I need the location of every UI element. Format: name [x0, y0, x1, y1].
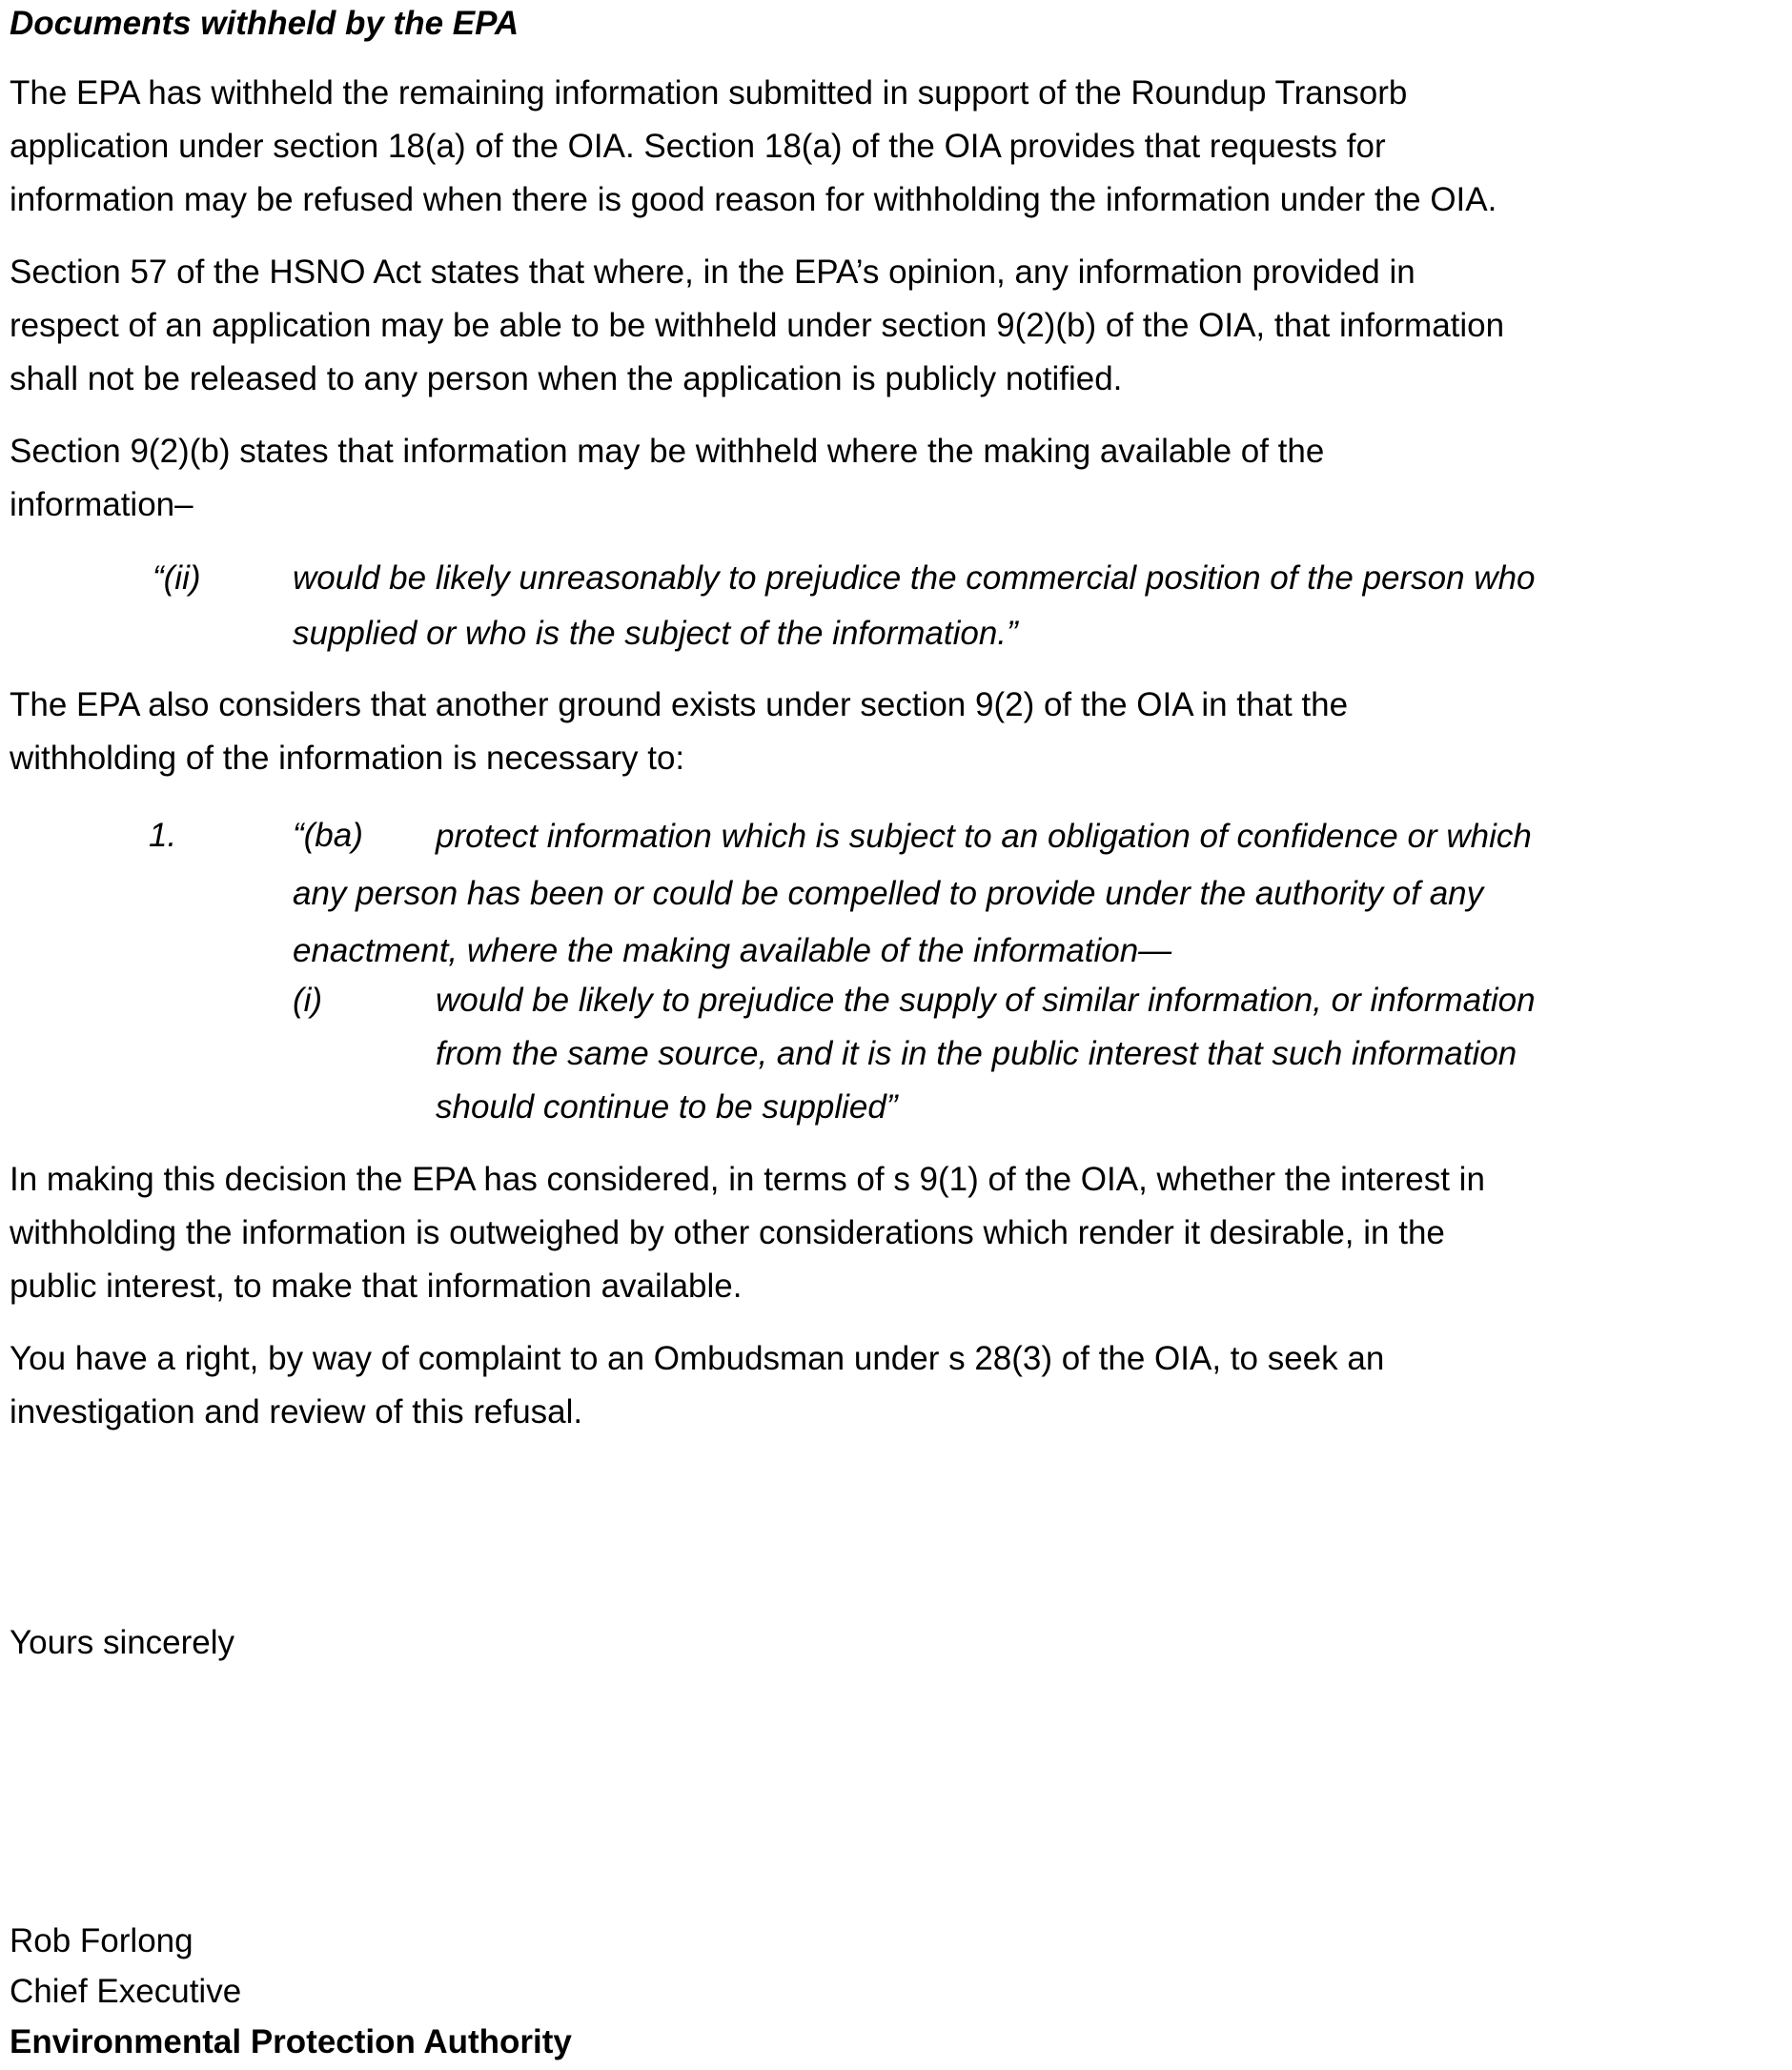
section-heading: Documents withheld by the EPA: [10, 5, 519, 42]
paragraph-line: investigation and review of this refusal.: [10, 1393, 583, 1431]
paragraph-line: You have a right, by way of complaint to an Ombudsman under s 28(3) of the OIA, to seek an: [10, 1340, 1385, 1377]
quote-line: should continue to be supplied”: [436, 1088, 898, 1126]
paragraph-decision: [10, 1153, 1485, 1313]
quote-line: enactment, where the making available of the information—: [293, 932, 1172, 969]
paragraph-section-57: [10, 246, 1504, 406]
quote-line: any person has been or could be compelled to provide under the authority of any: [293, 875, 1484, 912]
paragraph-line: public interest, to make that information available.: [10, 1268, 743, 1305]
signatory-title: Chief Executive: [10, 1973, 242, 2010]
paragraph-other-ground: [10, 679, 1348, 785]
quote-ii-tag: “(ii): [153, 559, 201, 597]
signatory-organisation: Environmental Protection Authority: [10, 2023, 572, 2060]
quote-line: supplied or who is the subject of the information.”: [293, 615, 1018, 652]
list-item-continuation: [293, 865, 1483, 980]
quote-line: from the same source, and it is in the public interest that such information: [436, 1035, 1517, 1072]
paragraph-right-to-complain: [10, 1332, 1384, 1439]
paragraph-line: In making this decision the EPA has considered, in terms of s 9(1) of the OIA, whether the interest in: [10, 1161, 1485, 1198]
paragraph-line: information–: [10, 486, 193, 523]
paragraph-line: withholding the information is outweighed by other considerations which render it desirable, in the: [10, 1214, 1445, 1251]
closing-salutation: Yours sincerely: [10, 1624, 235, 1661]
list-number: 1.: [149, 817, 177, 854]
paragraph-line: The EPA has withheld the remaining information submitted in support of the Roundup Transorb: [10, 74, 1408, 112]
paragraph-line: shall not be released to any person when the application is publicly notified.: [10, 360, 1123, 397]
quote-line: would be likely unreasonably to prejudice the commercial position of the person who: [293, 559, 1536, 597]
signatory-name: Rob Forlong: [10, 1922, 193, 1959]
paragraph-section-9-2-b: [10, 425, 1324, 532]
paragraph-line: Section 57 of the HSNO Act states that where, in the EPA’s opinion, any information provided in: [10, 254, 1415, 291]
paragraph-line: withholding of the information is necessary to:: [10, 740, 685, 777]
paragraph-section-18a: [10, 67, 1497, 227]
paragraph-line: information may be refused when there is good reason for withholding the information under the OIA.: [10, 181, 1497, 218]
list-item-tag: “(ba): [293, 817, 363, 854]
list-item-first-line: [436, 808, 1532, 865]
letter-page: [10, 0, 1782, 2070]
paragraph-line: respect of an application may be able to be withheld under section 9(2)(b) of the OIA, that information: [10, 307, 1505, 344]
quote-line: protect information which is subject to an obligation of confidence or which: [436, 818, 1532, 855]
sub-item-text: [436, 974, 1536, 1134]
paragraph-line: The EPA also considers that another ground exists under section 9(2) of the OIA in that the: [10, 686, 1349, 723]
quote-ii-text: [293, 551, 1536, 661]
paragraph-line: application under section 18(a) of the OIA. Section 18(a) of the OIA provides that requests for: [10, 128, 1386, 165]
paragraph-line: Section 9(2)(b) states that information may be withheld where the making available of the: [10, 433, 1325, 470]
quote-line: would be likely to prejudice the supply of similar information, or information: [436, 982, 1536, 1019]
sub-item-tag: (i): [293, 982, 323, 1019]
